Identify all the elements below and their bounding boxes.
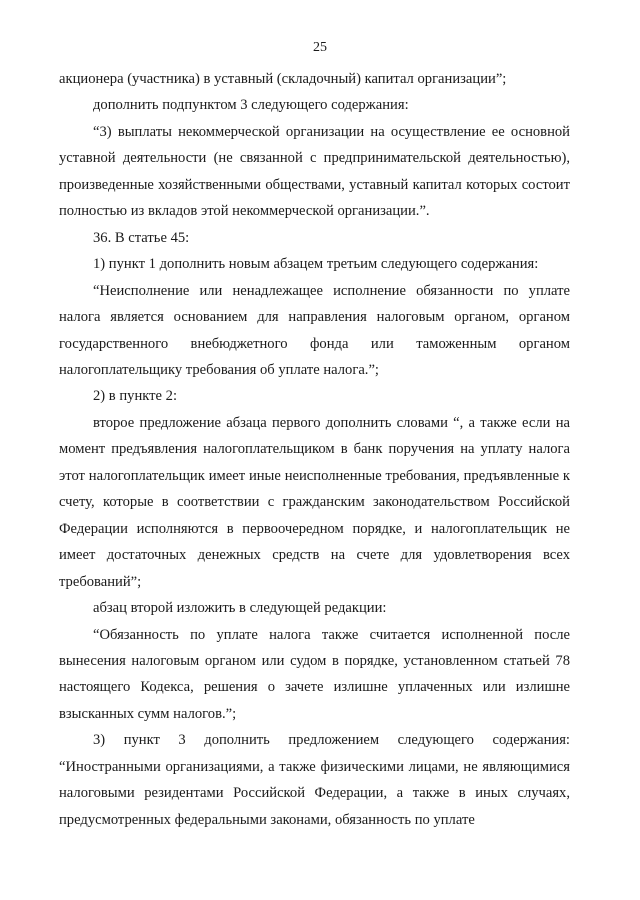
document-body [59,66,570,833]
paragraph: 36. В статье 45: [93,229,190,246]
paragraph: “Неисполнение или ненадлежащее исполнение обязанности по уплате налога является основанием для направления налоговым органом, органом государственного внебюджетного фонда или таможенным органом налогоплательщику требования об уплате налога.”; [59,282,570,378]
paragraph: “Обязанность по уплате налога также считается исполненной после вынесения налоговым органом или судом в порядке, установленном статьей 78 настоящего Кодекса, решения о зачете излишне уплаченных или излишне взысканных сумм налогов.”; [59,626,570,722]
paragraph: дополнить подпунктом 3 следующего содержания: [93,97,409,114]
paragraph: “3) выплаты некоммерческой организации на осуществление ее основной уставной деятельности (не связанной с предпринимательской деятельностью), произведенные хозяйственными обществами, уставный капитал которых состоит полностью из вкладов этой некоммерческой организации.”. [59,123,570,220]
paragraph: второе предложение абзаца первого дополнить словами “, а также если на момент предъявления налогоплательщиком в банк поручения на уплату налога этот налогоплательщик имеет иные неисполненные требования, предъявленные к счету, которые в соответствии с гражданским законодательством Российской Федерации исполняются в первоочередном порядке, и налогоплательщик не имеет достаточных денежных средств на счете для удовлетворения всех требований”; [59,414,570,590]
page-number: 25 [313,40,327,55]
paragraph: абзац второй изложить в следующей редакции: [93,600,387,617]
paragraph: акционера (участника) в уставный (складочный) капитал организации”; [59,71,507,87]
paragraph: 1) пункт 1 дополнить новым абзацем третьим следующего содержания: [93,256,539,273]
paragraph: 3) пункт 3 дополнить предложением следующего содержания: “Иностранными организациями, а также физическими лицами, не являющимися налоговыми резидентами Российской Федерации, а также в иных случаях, предусмотренных федеральными законами, обязанность по уплате [59,732,570,828]
paragraph: 2) в пункте 2: [93,388,178,405]
